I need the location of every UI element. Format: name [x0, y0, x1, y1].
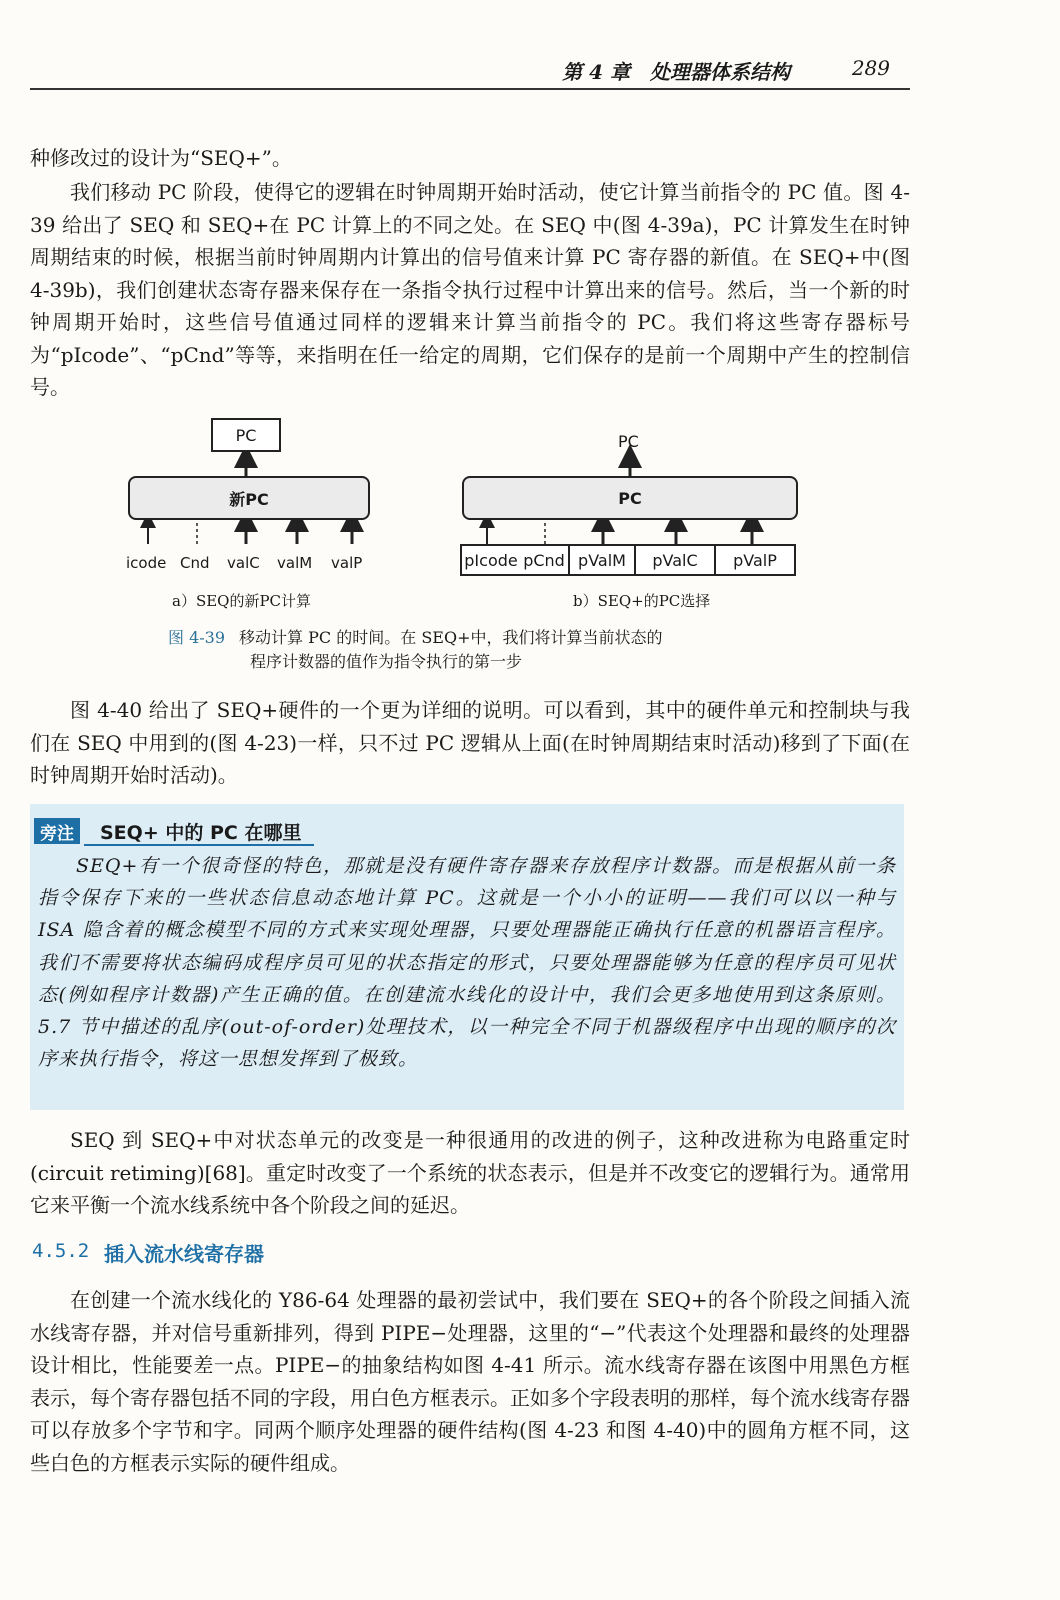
- register-picode: pIcode: [460, 544, 522, 576]
- section-number: 4.5.2: [32, 1240, 90, 1262]
- register-pvalp: pValP: [716, 544, 796, 576]
- figure-caption: [168, 626, 808, 674]
- sidebar-note: [30, 804, 904, 1110]
- sidebar-title: SEQ+ 中的 PC 在哪里: [100, 822, 302, 844]
- input-label-valp: valP: [331, 554, 363, 572]
- register-pcnd: pCnd: [520, 544, 570, 576]
- figure-a-sublabel: a）SEQ的新PC计算: [172, 592, 312, 610]
- input-label-cnd: Cnd: [180, 554, 210, 572]
- input-label-valm: valM: [277, 554, 313, 572]
- paragraph-2: 我们移动 PC 阶段，使得它的逻辑在时钟周期开始时活动，使它计算当前指令的 PC 值。图 4-39 给出了 SEQ 和 SEQ+在 PC 计算上的不同之处。在 SEQ 中(图 4-39a)，PC 计算发生在时钟周期结束的时候，根据当前时钟周期内计算出的信号值来计算 PC 寄存器的新值。在 SEQ+中(图 4-39b)，我们创建状态寄存器来保存在一条指令执行过程中计算出来的信号。然后，当一个新的时钟周期开始时，这些信号值通过同样的逻辑来计算当前指令的 PC。我们将这些寄存器标号为“pIcode”、“pCnd”等等，来指明在任一给定的周期，它们保存的是前一个周期中产生的控制信号。: [30, 180, 910, 399]
- paragraph-5: 在创建一个流水线化的 Y86-64 处理器的最初尝试中，我们要在 SEQ+的各个阶段之间插入流水线寄存器，并对信号重新排列，得到 PIPE−处理器，这里的“−”代表这个处理器和最终的处理器设计相比，性能要差一点。PIPE−的抽象结构如图 4-41 所示。流水线寄存器在该图中用黑色方框表示，每个寄存器包括不同的字段，用白色方框表示。正如多个字段表明的那样，每个流水线寄存器可以存放多个字节和字。同两个顺序处理器的硬件结构(图 4-23 和图 4-40)中的圆角方框不同，这些白色的方框表示实际的硬件组成。: [30, 1288, 910, 1475]
- pc-output-label: PC: [618, 432, 639, 451]
- input-label-icode: icode: [126, 554, 167, 572]
- paragraph-3: 图 4-40 给出了 SEQ+硬件的一个更为详细的说明。可以看到，其中的硬件单元和控制块与我们在 SEQ 中用到的(图 4-23)一样，只不过 PC 逻辑从上面(在时钟周期结束时活动)移到了下面(在时钟周期开始时活动)。: [30, 698, 910, 787]
- caption-line-1: 移动计算 PC 的时间。在 SEQ+中，我们将计算当前状态的: [239, 628, 663, 647]
- paragraph-4: SEQ 到 SEQ+中对状态单元的改变是一种很通用的改进的例子，这种改进称为电路重定时(circuit retiming)[68]。重定时改变了一个系统的状态表示，但是并不改变它的逻辑行为。通常用它来平衡一个流水线系统中各个阶段之间的延迟。: [30, 1128, 910, 1217]
- new-pc-logic-block: 新PC: [128, 476, 370, 520]
- sidebar-tag: 旁注: [34, 818, 80, 844]
- figure-b-sublabel: b）SEQ+的PC选择: [573, 592, 711, 610]
- sidebar-body: SEQ+有一个很奇怪的特色，那就是没有硬件寄存器来存放程序计数器。而是根据从前一条指令保存下来的一些状态信息动态地计算 PC。这就是一个小小的证明——我们可以以一种与 ISA 隐含着的概念模型不同的方式来实现处理器，只要处理器能正确执行任意的机器语言程序。我们不需要将状态编码成程序员可见的状态指定的形式，只要处理器能够为任意的程序员可见状态(例如程序计数器)产生正确的值。在创建流水线化的设计中，我们会更多地使用到这条原则。5.7 节中描述的乱序(out-of-order)处理技术，以一种完全不同于机器级程序中出现的顺序的次序来执行指令，将这一思想发挥到了极致。: [38, 855, 896, 1071]
- paragraph-1: 种修改过的设计为“SEQ+”。: [30, 146, 292, 170]
- pc-select-logic-block: PC: [462, 476, 798, 520]
- pc-register-box: PC: [211, 418, 281, 452]
- register-pvalc: pValC: [636, 544, 716, 576]
- sidebar-title-underline: [84, 844, 314, 846]
- figure-number: 图 4-39: [168, 628, 226, 647]
- chapter-title: 第 4 章 处理器体系结构: [562, 60, 790, 84]
- caption-line-2: 程序计数器的值作为指令执行的第一步: [250, 652, 523, 671]
- register-pvalm: pValM: [570, 544, 636, 576]
- page-header: [30, 52, 910, 90]
- section-title: 插入流水线寄存器: [104, 1242, 264, 1266]
- input-label-valc: valC: [227, 554, 260, 572]
- page-number: 289: [851, 56, 890, 80]
